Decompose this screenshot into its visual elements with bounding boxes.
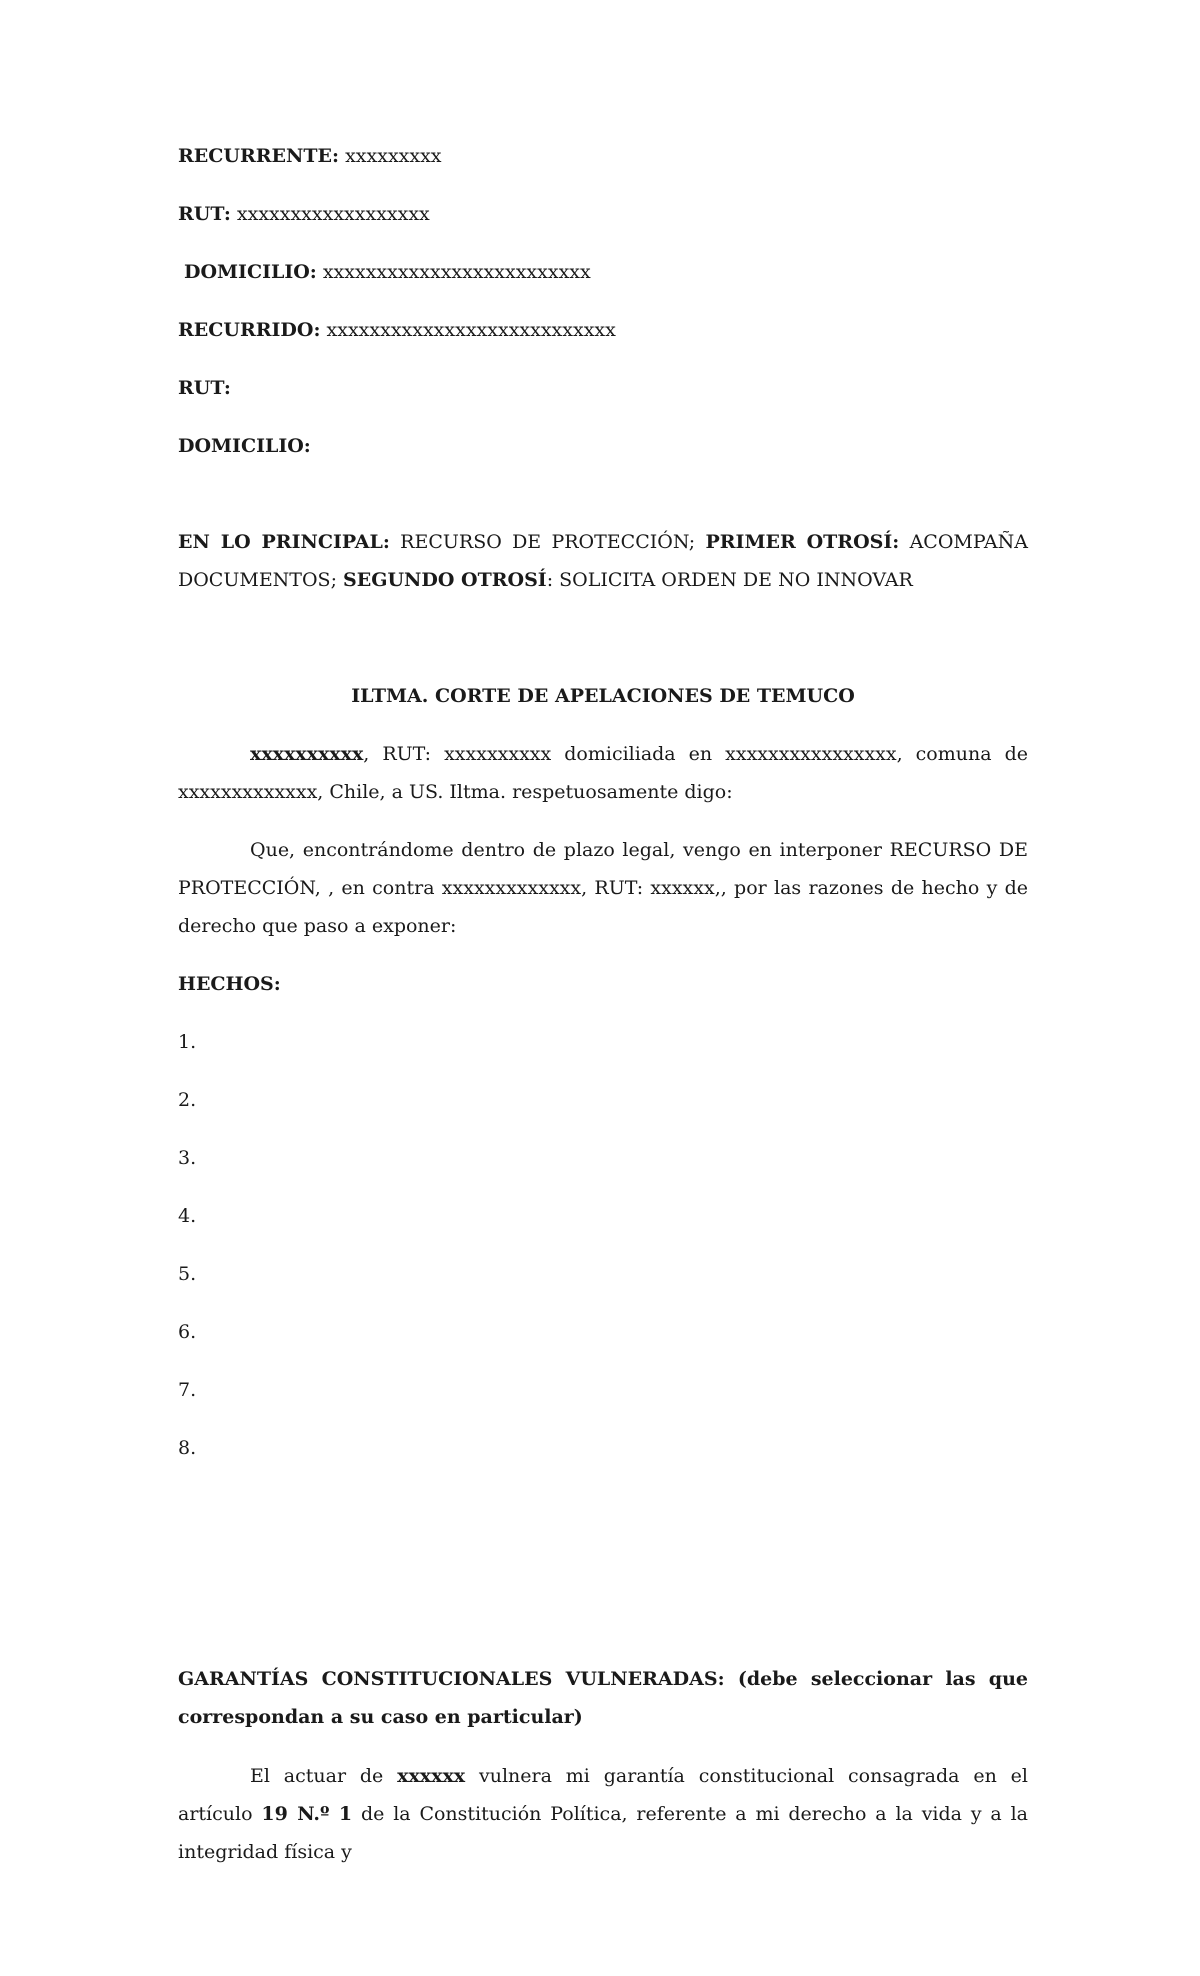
garantias-heading: GARANTÍAS CONSTITUCIONALES VULNERADAS: (debe seleccionar las que correspondan a su caso en particular) (178, 1668, 1028, 1728)
rut-recurrido-label: RUT: (178, 377, 231, 399)
court-title: ILTMA. CORTE DE APELACIONES DE TEMUCO (351, 685, 855, 707)
hecho-item-1: 1. (178, 1031, 197, 1053)
garantias-text-mid: vulnera mi garantía constitucional consagrada en el artículo (178, 1765, 1028, 1825)
hecho-item-7: 7. (178, 1379, 197, 1401)
petition-paragraph: Que, encontrándome dentro de plazo legal, vengo en interponer RECURSO DE PROTECCIÓN, , en contra xxxxxxxxxxxxx, RUT: xxxxxx,, por las razones de hecho y de derecho que paso a exponer: (178, 839, 1028, 937)
recurrido-line (178, 318, 616, 342)
domicilio-recurrido-line (178, 434, 311, 458)
hecho-item-6: 6. (178, 1321, 197, 1343)
recurrente-line (178, 144, 442, 168)
hecho-item-4: 4. (178, 1205, 197, 1227)
hecho-item-8: 8. (178, 1437, 197, 1459)
garantias-text-start: El actuar de (250, 1765, 398, 1787)
summary-paragraph (178, 523, 1028, 599)
primer-otrosi-text: ACOMPAÑA DOCUMENTOS; (178, 531, 1028, 591)
domicilio-recurrente-label: DOMICILIO: (184, 261, 317, 283)
segundo-otrosi-text: : SOLICITA ORDEN DE NO INNOVAR (546, 569, 913, 591)
recurrente-value: xxxxxxxxx (345, 145, 442, 167)
hechos-heading: HECHOS: (178, 973, 281, 995)
garantias-article: 19 N.º 1 (261, 1803, 353, 1825)
intro-text: , RUT: xxxxxxxxxx domiciliada en xxxxxxxxxxxxxxxx, comuna de xxxxxxxxxxxxx, Chile, a US. Iltma. respetuosamente digo: (178, 743, 1028, 803)
petitioner-name: xxxxxxxxxx (250, 743, 364, 765)
domicilio-recurrente-line (184, 260, 591, 284)
recurrente-label: RECURRENTE: (178, 145, 340, 167)
rut-recurrente-label: RUT: (178, 203, 231, 225)
recurrido-label: RECURRIDO: (178, 319, 321, 341)
hecho-item-3: 3. (178, 1147, 197, 1169)
rut-recurrido-line (178, 376, 231, 400)
garantias-text-end: de la Constitución Política, referente a mi derecho a la vida y a la integridad física y (178, 1803, 1028, 1863)
hecho-item-2: 2. (178, 1089, 197, 1111)
rut-recurrente-value: xxxxxxxxxxxxxxxxxx (236, 203, 430, 225)
domicilio-recurrente-value: xxxxxxxxxxxxxxxxxxxxxxxxx (322, 261, 591, 283)
principal-text: RECURSO DE PROTECCIÓN; (400, 531, 696, 553)
recurrido-value: xxxxxxxxxxxxxxxxxxxxxxxxxxx (326, 319, 616, 341)
garantias-actor: xxxxxx (397, 1765, 466, 1787)
domicilio-recurrido-label: DOMICILIO: (178, 435, 311, 457)
hecho-item-5: 5. (178, 1263, 197, 1285)
intro-paragraph (178, 735, 1028, 811)
principal-label: EN LO PRINCIPAL: (178, 531, 390, 553)
primer-otrosi-label: PRIMER OTROSÍ: (705, 531, 900, 553)
garantias-paragraph (178, 1757, 1028, 1871)
rut-recurrente-line (178, 202, 430, 226)
segundo-otrosi-label: SEGUNDO OTROSÍ (343, 569, 547, 591)
